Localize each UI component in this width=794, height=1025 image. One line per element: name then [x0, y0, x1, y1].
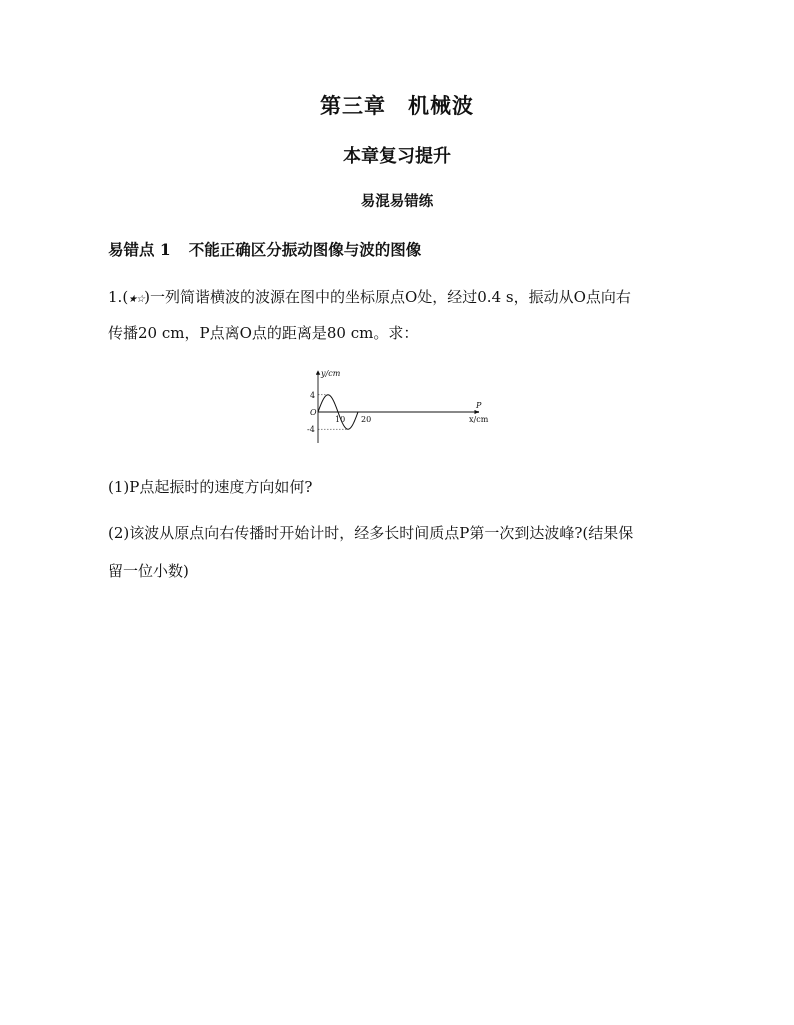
point-p-label: P	[476, 401, 482, 410]
figure-axes	[318, 371, 478, 443]
chapter-title: 第三章 机械波	[320, 93, 474, 118]
difficulty-close: )	[144, 288, 150, 306]
point-p-marker	[477, 411, 479, 413]
error-point-label: 易错点 1	[108, 240, 171, 259]
x-tick-label: 10	[335, 415, 346, 424]
y-tick-label: -4	[307, 425, 315, 435]
difficulty-open: (	[122, 288, 129, 306]
section-title: 本章复习提升	[343, 146, 451, 167]
origin-label: O	[310, 408, 317, 417]
x-tick-label: 20	[361, 415, 372, 424]
error-point-heading	[108, 238, 421, 260]
sub-question-2-line-2: 留一位小数)	[108, 562, 189, 580]
x-axis-label: x/cm	[469, 415, 489, 424]
error-point-text: 不能正确区分振动图像与波的图像	[188, 240, 422, 259]
difficulty-stars-icon: ★☆	[128, 294, 145, 305]
y-axis-label: y/cm	[321, 369, 341, 378]
sub-question-1: (1)P点起振时的速度方向如何?	[108, 478, 313, 496]
question-1-line-2: 传播20 cm，P点离O点的距离是80 cm。求：	[108, 324, 419, 342]
question-1-line-1	[108, 287, 631, 310]
wave-figure	[298, 365, 498, 447]
question-number: 1.	[108, 288, 123, 306]
sub-title: 易混易错练	[360, 193, 434, 210]
question-1-text-line-1: 一列简谐横波的波源在图中的坐标原点O处，经过0.4 s，振动从O点向右	[149, 288, 631, 306]
y-tick-label: 4	[310, 390, 316, 400]
sub-question-2-line-1: (2)该波从原点向右传播时开始计时，经多长时间质点P第一次到达波峰?(结果保	[108, 524, 634, 542]
